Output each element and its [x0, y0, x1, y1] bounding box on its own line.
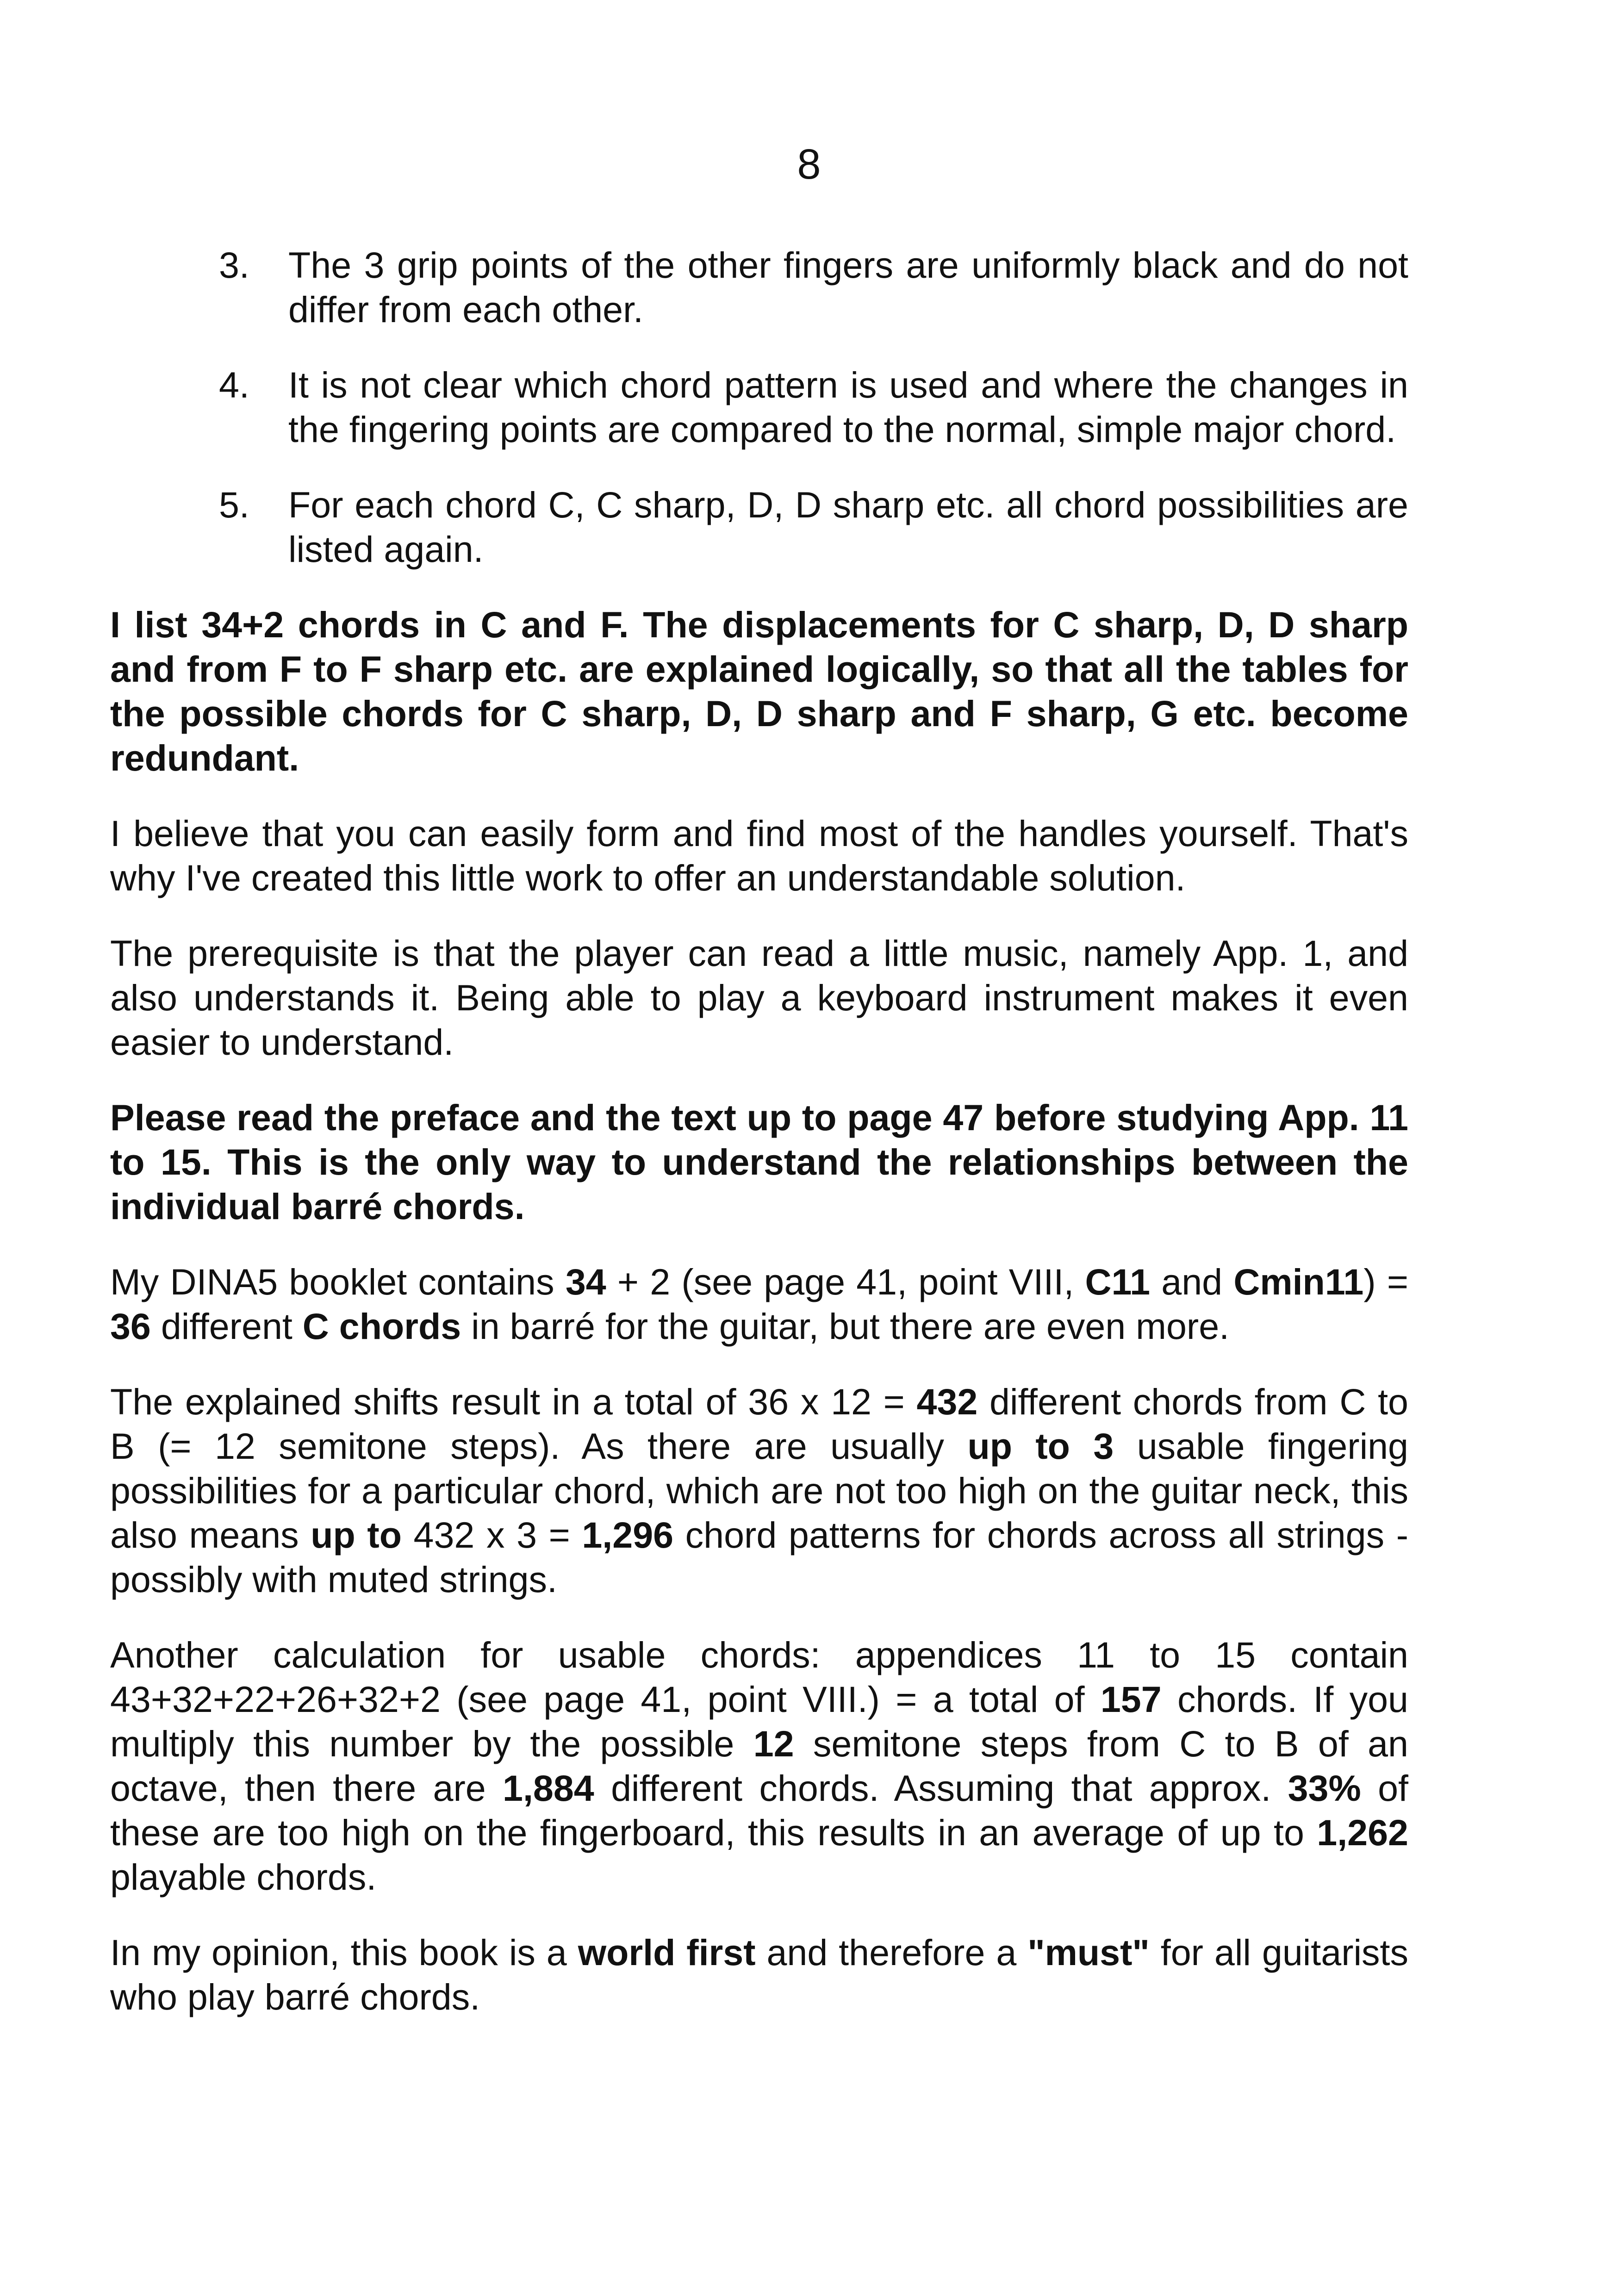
- emphasis-cmin11: Cmin11: [1233, 1261, 1364, 1302]
- emphasis-34: 34: [565, 1261, 606, 1302]
- emphasis-157: 157: [1100, 1679, 1162, 1720]
- emphasis-1262: 1,262: [1317, 1812, 1408, 1853]
- paragraph-calculation: [110, 1633, 1408, 1899]
- text-run: and therefore a: [755, 1932, 1028, 1973]
- list-item: [110, 243, 1408, 332]
- text-run: Another calculation for usable chords: appendices 11 to 15 contain 43+32+22+26+32+2 (see page 41, point VIII.) = a total of: [110, 1634, 1408, 1720]
- emphasis-33-percent: 33%: [1288, 1767, 1361, 1809]
- text-run: My DINA5 booklet contains: [110, 1261, 566, 1302]
- bold-paragraph-read-preface: Please read the preface and the text up to page 47 before studying App. 11 to 15. This is the only way to understand the relationships between the individual barré chords.: [110, 1097, 1408, 1227]
- emphasis-36: 36: [110, 1306, 151, 1347]
- list-item-number: 4.: [219, 364, 249, 405]
- text-run: The explained shifts result in a total of 36 x 12 =: [110, 1381, 917, 1422]
- text-run: In my opinion, this book is a: [110, 1932, 578, 1973]
- list-item-text: For each chord C, C sharp, D, D sharp etc. all chord possibilities are listed again.: [288, 484, 1408, 570]
- text-run: chords. If you multiply this number by the possible: [110, 1679, 1408, 1764]
- emphasis-12: 12: [753, 1723, 794, 1764]
- text-run: in barré for the guitar, but there are even more.: [461, 1306, 1230, 1347]
- text-run: different chords. Assuming that approx.: [594, 1767, 1288, 1809]
- list-item-text: The 3 grip points of the other fingers are uniformly black and do not differ from each other.: [288, 244, 1408, 330]
- text-run: playable chords.: [110, 1856, 377, 1898]
- text-run: 432 x 3 =: [401, 1514, 582, 1556]
- text-run: of these are too high on the fingerboard, this results in an average of up to: [110, 1767, 1408, 1853]
- paragraph-prerequisite: The prerequisite is that the player can read a little music, namely App. 1, and also understands it. Being able to play a keyboard instrument makes it even easier to understand.: [110, 933, 1408, 1063]
- text-run: chord patterns for chords across all strings - possibly with muted strings.: [110, 1514, 1409, 1600]
- list-item-number: 5.: [219, 484, 249, 525]
- text-run: + 2 (see page 41, point VIII,: [606, 1261, 1085, 1302]
- page-content: [110, 243, 1408, 2050]
- bold-paragraph-chord-list: I list 34+2 chords in C and F. The displacements for C sharp, D, D sharp and from F to F sharp etc. are explained logically, so that all the tables for the possible chords for C sharp, D, D sharp and F sharp, G etc. become redundant.: [110, 604, 1408, 778]
- list-item: [110, 483, 1408, 572]
- text-run: and: [1150, 1261, 1234, 1302]
- list-item-text: It is not clear which chord pattern is used and where the changes in the fingering points are compared to the normal, simple major chord.: [288, 364, 1408, 450]
- emphasis-c11: C11: [1085, 1261, 1151, 1302]
- text-run: usable fingering possibilities for a particular chord, which are not too high on the guitar neck, this also means: [110, 1425, 1408, 1556]
- emphasis-432: 432: [916, 1381, 978, 1422]
- emphasis-up-to-3: up to 3: [967, 1425, 1114, 1467]
- paragraph-booklet: [110, 1260, 1408, 1349]
- text-run: different: [150, 1306, 303, 1347]
- list-item: [110, 363, 1408, 452]
- text-run: for all guitarists who play barré chords.: [110, 1932, 1409, 2017]
- emphasis-1884: 1,884: [503, 1767, 594, 1809]
- text-run: different chords from C to B (= 12 semitone steps). As there are usually: [110, 1381, 1408, 1467]
- text-run: semitone steps from C to B of an octave, then there are: [110, 1723, 1408, 1809]
- emphasis-must: "must": [1027, 1932, 1150, 1973]
- emphasis-up-to: up to: [311, 1514, 402, 1556]
- emphasis-world-first: world first: [578, 1932, 756, 1973]
- paragraph-opinion: [110, 1930, 1408, 2019]
- list-item-number: 3.: [219, 244, 249, 286]
- emphasis-1296: 1,296: [582, 1514, 674, 1556]
- emphasis-c-chords: C chords: [302, 1306, 461, 1347]
- text-run: ) =: [1363, 1261, 1408, 1302]
- paragraph-shifts: [110, 1380, 1408, 1602]
- paragraph-handles: I believe that you can easily form and find most of the handles yourself. That's why I've created this little work to offer an understandable solution.: [110, 813, 1408, 898]
- page-number: 8: [797, 141, 821, 188]
